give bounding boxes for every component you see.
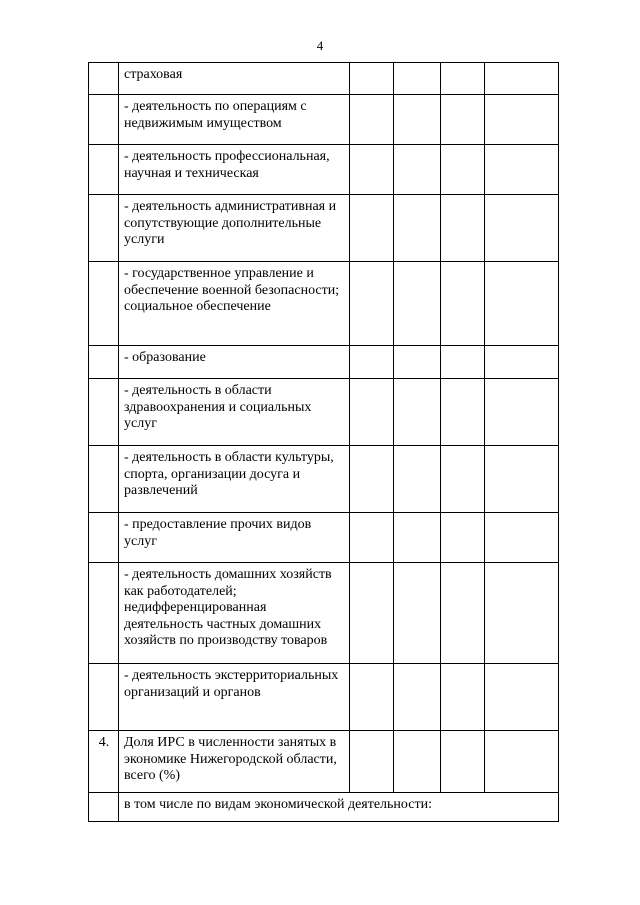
row-number xyxy=(89,346,119,379)
table-row xyxy=(89,346,559,379)
value-cell xyxy=(485,195,559,262)
row-label: - деятельность профессиональная, научная и техническая xyxy=(119,145,350,195)
value-cell xyxy=(394,563,441,664)
row-number xyxy=(89,63,119,95)
value-cell xyxy=(441,563,485,664)
value-cell xyxy=(394,513,441,563)
value-cell xyxy=(441,664,485,731)
row-label: Доля ИРС в численности занятых в экономике Нижегородской области, всего (%) xyxy=(119,731,350,793)
row-label: - предоставление прочих видов услуг xyxy=(119,513,350,563)
row-number xyxy=(89,145,119,195)
value-cell xyxy=(485,346,559,379)
row-label: - деятельность домашних хозяйств как работодателей; недифференцированная деятельность частных домашних хозяйств по производству товаров xyxy=(119,563,350,664)
value-cell xyxy=(485,731,559,793)
value-cell xyxy=(350,446,394,513)
row-number xyxy=(89,195,119,262)
value-cell xyxy=(441,346,485,379)
row-label: - деятельность по операциям с недвижимым имуществом xyxy=(119,95,350,145)
value-cell xyxy=(350,513,394,563)
table-row xyxy=(89,513,559,563)
value-cell xyxy=(485,63,559,95)
value-cell xyxy=(485,446,559,513)
value-cell xyxy=(350,346,394,379)
row-number xyxy=(89,793,119,822)
row-number xyxy=(89,513,119,563)
value-cell xyxy=(394,63,441,95)
value-cell xyxy=(441,145,485,195)
row-number xyxy=(89,563,119,664)
value-cell xyxy=(485,262,559,346)
row-number xyxy=(89,379,119,446)
value-cell xyxy=(394,664,441,731)
value-cell xyxy=(485,563,559,664)
value-cell xyxy=(350,664,394,731)
row-number xyxy=(89,262,119,346)
table-row xyxy=(89,731,559,793)
row-label: - деятельность в области культуры, спорта, организации досуга и развлечений xyxy=(119,446,350,513)
value-cell xyxy=(441,195,485,262)
value-cell xyxy=(350,145,394,195)
row-label: - деятельность в области здравоохранения и социальных услуг xyxy=(119,379,350,446)
table-row xyxy=(89,379,559,446)
value-cell xyxy=(441,379,485,446)
value-cell xyxy=(441,513,485,563)
value-cell xyxy=(394,446,441,513)
value-cell xyxy=(441,731,485,793)
value-cell xyxy=(485,664,559,731)
row-label: - деятельность экстерриториальных организаций и органов xyxy=(119,664,350,731)
value-cell xyxy=(394,95,441,145)
row-number xyxy=(89,446,119,513)
value-cell xyxy=(441,262,485,346)
value-cell xyxy=(350,563,394,664)
value-cell xyxy=(394,346,441,379)
value-cell xyxy=(394,195,441,262)
table-row xyxy=(89,262,559,346)
value-cell xyxy=(394,262,441,346)
value-cell xyxy=(441,446,485,513)
value-cell xyxy=(350,731,394,793)
table-row xyxy=(89,145,559,195)
table-row xyxy=(89,95,559,145)
page-number: 4 xyxy=(316,38,324,53)
table-row xyxy=(89,664,559,731)
value-cell xyxy=(350,95,394,145)
value-cell xyxy=(485,145,559,195)
value-cell xyxy=(485,95,559,145)
value-cell xyxy=(394,731,441,793)
value-cell xyxy=(485,513,559,563)
value-cell xyxy=(394,379,441,446)
value-cell xyxy=(485,379,559,446)
section-subheader: в том числе по видам экономической деятельности: xyxy=(119,793,559,822)
value-cell xyxy=(350,379,394,446)
row-label: - образование xyxy=(119,346,350,379)
value-cell xyxy=(350,195,394,262)
table-row xyxy=(89,63,559,95)
value-cell xyxy=(350,63,394,95)
value-cell xyxy=(441,63,485,95)
row-number: 4. xyxy=(89,731,119,793)
value-cell xyxy=(350,262,394,346)
value-cell xyxy=(441,95,485,145)
table-row xyxy=(89,195,559,262)
row-label: - государственное управление и обеспечение военной безопасности; социальное обеспечение xyxy=(119,262,350,346)
row-number xyxy=(89,664,119,731)
table-row xyxy=(89,446,559,513)
value-cell xyxy=(394,145,441,195)
indicator-table xyxy=(88,62,559,822)
row-label: страховая xyxy=(119,63,350,95)
table-row xyxy=(89,563,559,664)
row-label: - деятельность административная и сопутствующие дополнительные услуги xyxy=(119,195,350,262)
table-row xyxy=(89,793,559,822)
row-number xyxy=(89,95,119,145)
